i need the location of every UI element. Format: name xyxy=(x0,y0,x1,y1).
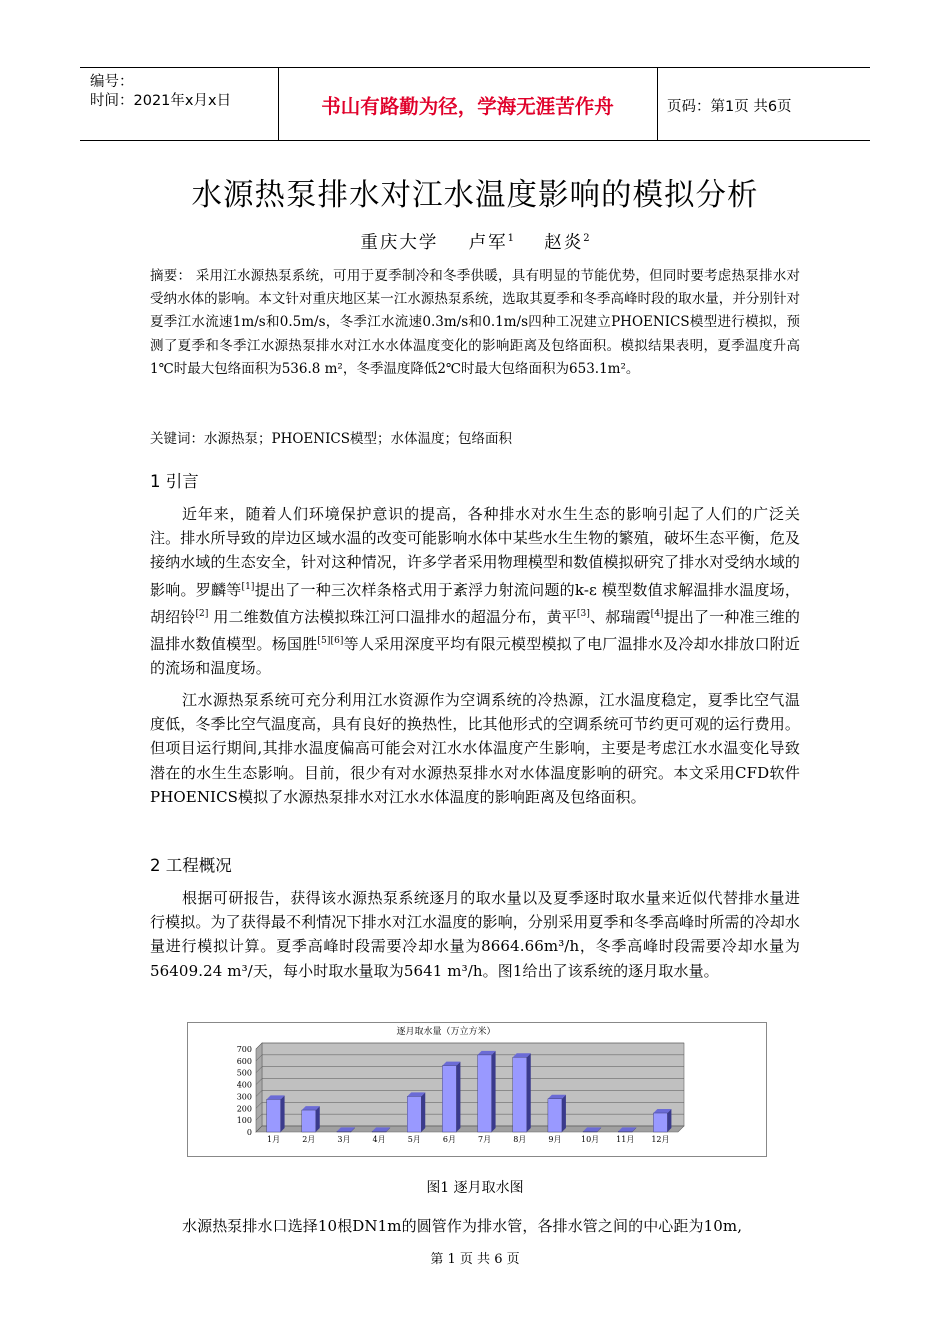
section-1-heading: 1 引言 xyxy=(150,472,199,491)
header-motto-cell xyxy=(278,68,658,140)
x-tick-label: 4月 xyxy=(372,1135,386,1144)
x-tick-label: 11月 xyxy=(616,1135,635,1144)
y-tick-label: 300 xyxy=(236,1092,252,1102)
motto: 书山有路勤为径，学海无涯苦作舟 xyxy=(321,95,614,118)
chart-svg xyxy=(188,1023,766,1156)
section-1-paragraph-1: 近年来，随着人们环境保护意识的提高，各种排水对水生生态的影响引起了人们的广泛关注。排水所导致的岸边区域水温的改变可能影响水体中某些水生生物的繁殖，破坏生态平衡，危及接纳水域的生态安全，针对这种情况，许多学者采用物理模型和数值模拟研究了排水对受纳水域的影响。罗麟等[1]提出了一种三次样条格式用于紊浮力射流问题的k-ε 模型数值求解温排水温度场，胡绍铃[2] 用二维数值方法模拟珠江河口温排水的超温分布，黄平[3]、郝瑞霞[4]提出了一种准三维的温排水数值模型。杨国胜[5][6]等人采用深度平均有限元模型模拟了电厂温排水及冷却水排放口附近的流场和温度场。 xyxy=(150,505,800,678)
bar-side xyxy=(667,1109,671,1132)
keywords xyxy=(150,428,800,450)
abstract xyxy=(150,265,800,381)
bar-side xyxy=(316,1106,320,1132)
plot-back-wall xyxy=(262,1043,684,1126)
keywords-text: 水源热泵；PHOENICS模型；水体温度；包络面积 xyxy=(204,431,513,447)
monthly-water-chart xyxy=(187,1022,767,1157)
y-tick-label: 700 xyxy=(236,1045,252,1054)
bar-side xyxy=(492,1051,496,1132)
y-tick-label: 200 xyxy=(236,1104,252,1114)
abstract-text: 采用江水源热泵系统，可用于夏季制冷和冬季供暖，具有明显的节能优势，但同时要考虑热泵排水对受纳水体的影响。本文针对重庆地区某一江水源热泵系统，选取其夏季和冬季高峰时段的取水量，并分别针对夏季江水流速1m/s和0.5m/s，冬季江水流速0.3m/s和0.1m/s四种工况建立PHOENICS模型进行模拟，预测了夏季和冬季江水源热泵排水对江水水体温度变化的影响距离及包络面积。模拟结果表明，夏季温度升高1℃时最大包络面积为536.8 m²，冬季温度降低2℃时最大包络面积为653.1m²。 xyxy=(150,268,800,377)
author-1: 卢军 xyxy=(468,233,508,253)
bar-side xyxy=(527,1053,531,1132)
page-label: 页码：第1页 共6页 xyxy=(667,99,792,115)
plot-side-wall xyxy=(256,1043,262,1132)
y-tick-label: 100 xyxy=(236,1116,252,1126)
header-table xyxy=(80,67,870,141)
bar xyxy=(372,1131,386,1132)
x-tick-label: 2月 xyxy=(302,1135,316,1144)
page-title: 水源热泵排水对江水温度影响的模拟分析 xyxy=(191,178,759,213)
x-tick-label: 5月 xyxy=(407,1135,421,1144)
x-tick-label: 6月 xyxy=(442,1135,456,1144)
x-tick-label: 9月 xyxy=(548,1135,562,1144)
section-2-paragraph-2: 水源热泵排水口选择10根DN1m的圆管作为排水管，各排水管之间的中心距为10m, xyxy=(182,1217,743,1235)
section-2-paragraph-1: 根据可研报告，获得该水源热泵系统逐月的取水量以及夏季逐时取水量来近似代替排水量进行模拟。为了获得最不利情况下排水对江水温度的影响，分别采用夏季和冬季高峰时所需的冷却水量进行模拟计算。夏季高峰时段需要冷却水量为8664.66m³/h，冬季高峰时段需要冷却水量为56409.24 m³/天，每小时取水量取为5641 m³/h。图1给出了该系统的逐月取水量。 xyxy=(150,889,800,980)
author-2: 赵炎 xyxy=(544,233,584,253)
bar xyxy=(618,1131,632,1132)
x-tick-label: 7月 xyxy=(478,1135,492,1144)
date-label: 时间：2021年x月x日 xyxy=(90,93,232,109)
bar-side xyxy=(562,1095,566,1132)
bar xyxy=(267,1099,281,1132)
x-tick-label: 1月 xyxy=(267,1135,281,1144)
bar xyxy=(337,1131,351,1132)
author-line xyxy=(0,229,950,254)
x-tick-label: 12月 xyxy=(651,1135,670,1144)
bar xyxy=(548,1099,562,1132)
y-tick-label: 600 xyxy=(236,1056,252,1066)
bar-side xyxy=(281,1095,285,1132)
section-2-heading: 2 工程概况 xyxy=(150,856,232,875)
page-footer: 第 1 页 共 6 页 xyxy=(430,1252,520,1267)
x-tick-label: 10月 xyxy=(580,1135,600,1144)
bar xyxy=(302,1110,316,1132)
figure-caption: 图1 逐月取水图 xyxy=(426,1180,524,1196)
bar-side xyxy=(456,1062,460,1132)
x-tick-label: 8月 xyxy=(513,1135,527,1144)
header-page-cell xyxy=(657,68,870,140)
bar xyxy=(442,1066,456,1132)
affiliation: 重庆大学 xyxy=(360,233,439,253)
chart-title: 逐月取水量（万立方米） xyxy=(396,1027,496,1037)
y-tick-label: 500 xyxy=(236,1068,252,1078)
y-tick-label: 400 xyxy=(236,1080,252,1090)
header-info-cell xyxy=(80,68,279,140)
y-tick-label: 0 xyxy=(246,1128,252,1137)
bar xyxy=(513,1057,527,1132)
x-tick-label: 3月 xyxy=(337,1135,351,1144)
bar xyxy=(583,1131,597,1132)
keywords-label: 关键词： xyxy=(150,431,204,447)
bar-side xyxy=(421,1092,425,1132)
author-2-sup: 2 xyxy=(583,233,590,245)
section-1-paragraph-2: 江水源热泵系统可充分利用江水资源作为空调系统的冷热源，江水温度稳定，夏季比空气温度低，冬季比空气温度高，具有良好的换热性，比其他形式的空调系统可节约更可观的运行费用。但项目运行期间,其排水温度偏高可能会对江水水体温度产生影响，主要是考虑江水水温变化导致潜在的水生生态影响。目前，很少有对水源热泵排水对水体温度影响的研究。本文采用CFD软件PHOENICS模拟了水源热泵排水对江水水体温度的影响距离及包络面积。 xyxy=(150,691,800,806)
bar xyxy=(653,1113,667,1132)
author-1-sup: 1 xyxy=(507,233,514,245)
bar xyxy=(478,1055,492,1132)
bar xyxy=(407,1096,421,1132)
abstract-label: 摘要： xyxy=(150,268,192,284)
number-label: 编号： xyxy=(90,74,134,90)
